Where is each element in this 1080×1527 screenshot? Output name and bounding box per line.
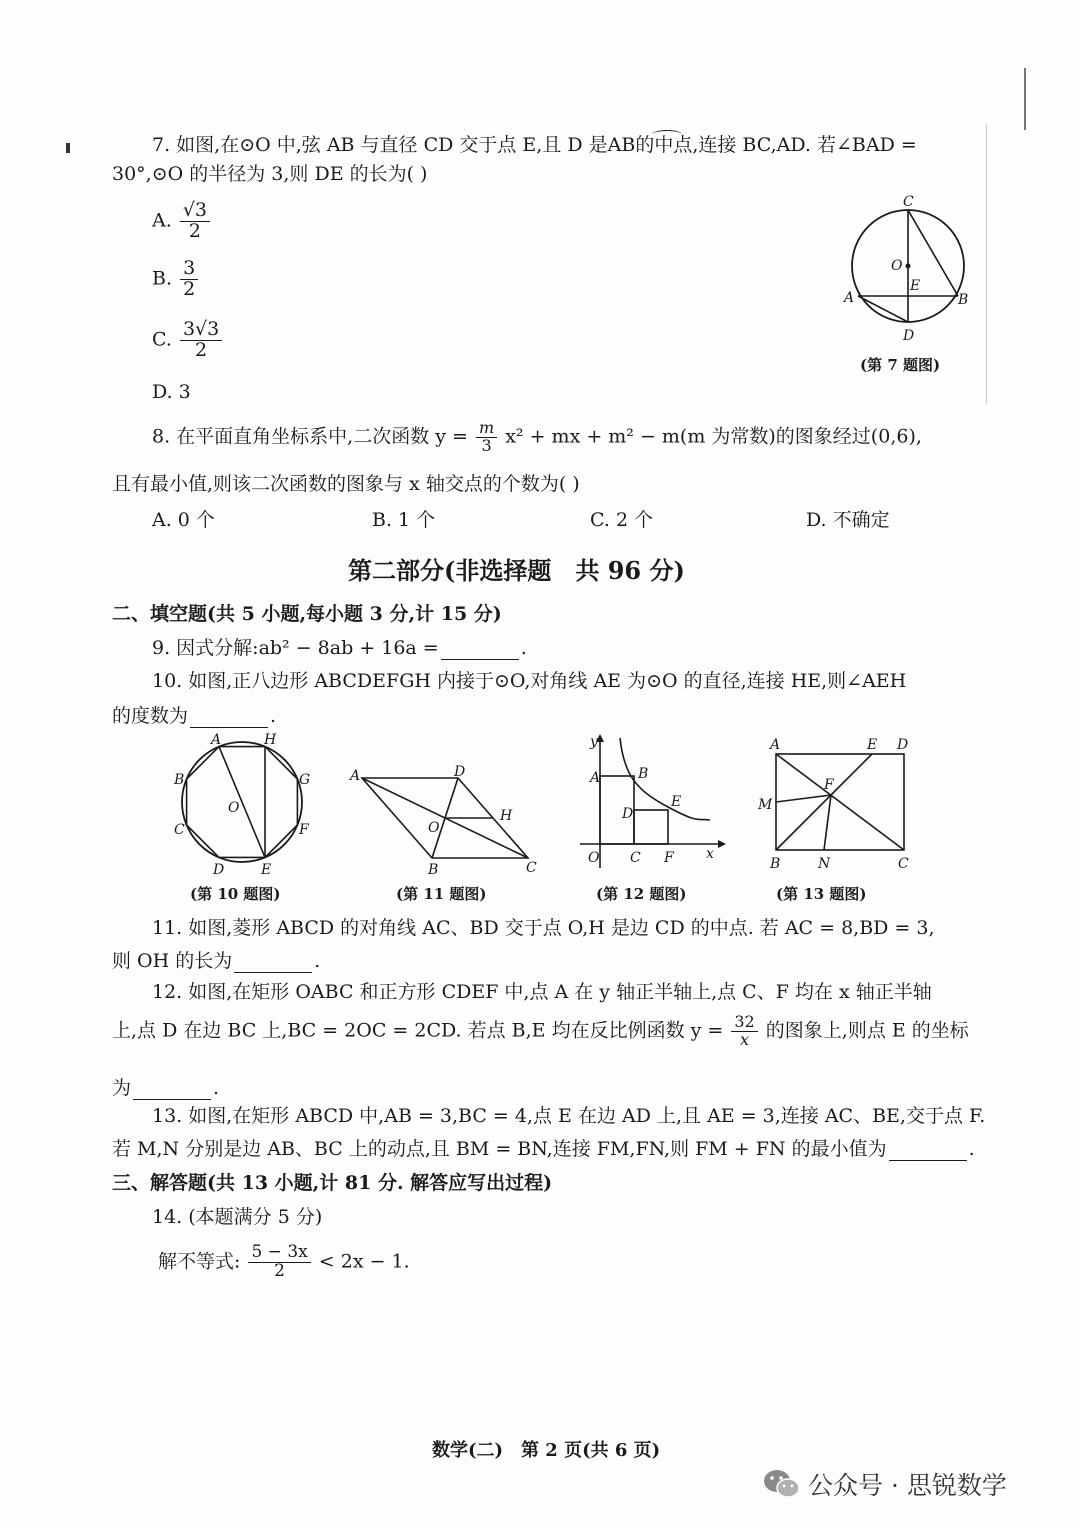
q14-title: 14. (本题满分 5 分) [152,1206,323,1228]
figure-7-caption: (第 7 题图) [860,356,941,374]
scan-edge-line [986,124,987,404]
figure-13 [756,732,916,872]
label-b: B [958,292,969,308]
q11-line1: 11. 如图,菱形 ABCD 的对角线 AC、BD 交于点 O,H 是边 CD 的中点. 若 AC = 8,BD = 3, [152,917,935,939]
q8-line1-pre: 8. 在平面直角坐标系中,二次函数 y = [152,425,468,448]
q12-line3 [112,1077,219,1100]
label-e: E [910,278,921,294]
figure-12 [578,730,728,872]
label-b: B [174,772,185,788]
label-e: E [261,862,272,878]
label-f: F [824,777,834,793]
q8-option-b[interactable]: B. 1 个 [372,509,436,531]
diagonal-ac [776,754,904,850]
answer-blank[interactable] [190,709,268,728]
option-value: 3 [178,381,191,403]
frac-numerator: 3 [180,259,198,280]
label-d: D [454,764,466,780]
option-label: B. [152,267,173,290]
label-d: D [213,862,225,878]
q8-line1-post: x² + mx + m² − m(m 为常数)的图象经过(0,6), [505,425,922,448]
frac-denominator: 2 [188,219,201,242]
frac-denominator: 2 [274,1260,285,1281]
frac-denominator: 3 [481,435,492,455]
label-n: N [818,856,831,872]
q13-line1: 13. 如图,在矩形 ABCD 中,AB = 3,BC = 4,点 E 在边 AD 上,且 AE = 3,连接 AC、BE,交于点 F. [152,1105,986,1127]
diameter-ae [219,747,265,858]
answer-blank[interactable] [133,1081,211,1100]
q14-post: < 2x − 1. [318,1250,410,1273]
q11-end: . [314,950,321,972]
label-b: B [638,766,649,782]
label-h: H [264,732,277,748]
label-o: O [428,820,440,836]
label-c: C [630,850,641,866]
scan-edge-line [1024,68,1026,130]
option-label: D. [152,381,173,403]
label-d: D [622,806,634,822]
label-a: A [211,732,222,748]
q10-line1: 10. 如图,正八边形 ABCDEFGH 内接于⊙O,对角线 AE 为⊙O 的直径,连接 HE,则∠AEH [152,670,907,692]
figure-10-caption: (第 10 题图) [190,885,281,903]
q9 [152,637,527,660]
figure-7 [836,188,976,350]
segment-fn [824,795,831,850]
answer-blank[interactable] [234,954,312,973]
page-footer: 数学(二) 第 2 页(共 6 页) [432,1440,661,1461]
q10-end: . [270,705,277,727]
q14-inequality [158,1244,410,1281]
label-a: A [844,290,855,306]
part2-title: 第二部分(非选择题 共 96 分) [348,556,685,585]
q12-line3-text: 为 [112,1077,132,1099]
label-o: O [588,850,600,866]
frac-numerator: 3√3 [180,320,222,341]
q8-option-d[interactable]: D. 不确定 [806,509,890,531]
label-o: O [228,800,240,816]
answer-blank[interactable] [889,1142,967,1161]
q9-text: 9. 因式分解:ab² − 8ab + 16a = [152,637,439,659]
label-a: A [590,770,601,786]
label-m: M [758,797,773,813]
solve-heading: 三、解答题(共 13 小题,计 81 分. 解答应写出过程) [112,1172,553,1194]
label-f: F [664,850,674,866]
q12-end: . [213,1077,220,1099]
frac-numerator: 32 [731,1014,757,1032]
frac-numerator: 5 − 3x [248,1244,310,1263]
q11-line2-text: 则 OH 的长为 [112,950,233,972]
q12-line2-post: 的图象上,则点 E 的坐标 [765,1019,969,1042]
wechat-icon [762,1467,802,1501]
label-c: C [526,860,537,876]
segment-be [776,754,872,850]
label-a: A [770,737,781,753]
label-c: C [898,856,909,872]
q7-line1: 7. 如图,在⊙O 中,弦 AB 与直径 CD 交于点 E,且 D 是AB的中点,连接 BC,AD. 若∠BAD = [152,134,917,156]
label-y: y [590,734,598,750]
label-d: D [903,328,915,344]
q7-option-b[interactable] [152,259,200,300]
square-cdef [634,810,668,844]
q12-line1: 12. 如图,在矩形 OABC 和正方形 CDEF 中,点 A 在 y 轴正半轴上,点 C、F 均在 x 轴正半轴 [152,981,932,1003]
label-c: C [174,822,185,838]
q12-line2 [112,1014,969,1049]
frac-numerator: √3 [180,201,210,222]
segment-fm [776,795,831,802]
q13-line2-text: 若 M,N 分别是边 AB、BC 上的动点,且 BM = BN,连接 FM,FN,则 FM + FN 的最小值为 [112,1138,887,1160]
q8-option-c[interactable]: C. 2 个 [590,509,654,531]
q7-option-a[interactable] [152,201,212,242]
q7-line2: 30°,⊙O 的半径为 3,则 DE 的长为( ) [112,163,428,185]
label-a: A [350,768,361,784]
frac-denominator: x [740,1029,750,1049]
answer-blank[interactable] [441,641,519,660]
segment-ad [858,296,908,322]
center-point [906,264,911,269]
watermark-text: 公众号 · 思锐数学 [808,1471,1007,1500]
q7-option-c[interactable] [152,320,224,361]
label-b: B [770,856,781,872]
label-o: O [891,258,903,274]
x-axis-arrow [718,840,726,848]
label-f: F [299,822,309,838]
q13-end: . [968,1138,975,1160]
wechat-watermark [762,1466,1007,1502]
figure-10 [170,730,320,880]
figure-13-caption: (第 13 题图) [776,885,867,903]
q9-end: . [520,637,527,659]
label-e: E [671,794,682,810]
arc-mark [652,130,682,139]
scan-mark [66,143,70,153]
frac-denominator: 2 [195,338,208,361]
option-label: A. [152,209,172,232]
label-e: E [867,737,878,753]
q11-line2 [112,950,320,973]
option-label: C. [152,328,172,351]
q14-pre: 解不等式: [158,1250,241,1273]
figure-11 [348,764,548,876]
q12-line2-pre: 上,点 D 在边 BC 上,BC = 2OC = 2CD. 若点 B,E 均在反比例函数 y = [112,1019,724,1042]
label-d: D [897,737,909,753]
q7-option-d[interactable] [152,381,191,403]
frac-denominator: 2 [183,277,196,300]
label-b: B [428,862,439,876]
q13-line2 [112,1138,975,1161]
q8-option-a[interactable]: A. 0 个 [152,509,215,531]
label-c: C [903,194,914,210]
label-h: H [500,808,513,824]
q10-line2 [112,705,276,728]
figure-12-caption: (第 12 题图) [596,885,687,903]
label-x: x [706,846,714,862]
q8-line1 [152,420,922,455]
q8-line2: 且有最小值,则该二次函数的图象与 x 轴交点的个数为( ) [112,473,580,495]
figure-11-caption: (第 11 题图) [396,885,487,903]
fill-in-heading: 二、填空题(共 5 小题,每小题 3 分,计 15 分) [112,603,502,625]
q10-line2-text: 的度数为 [112,705,189,727]
label-g: G [299,772,311,788]
frac-numerator: m [476,420,497,438]
